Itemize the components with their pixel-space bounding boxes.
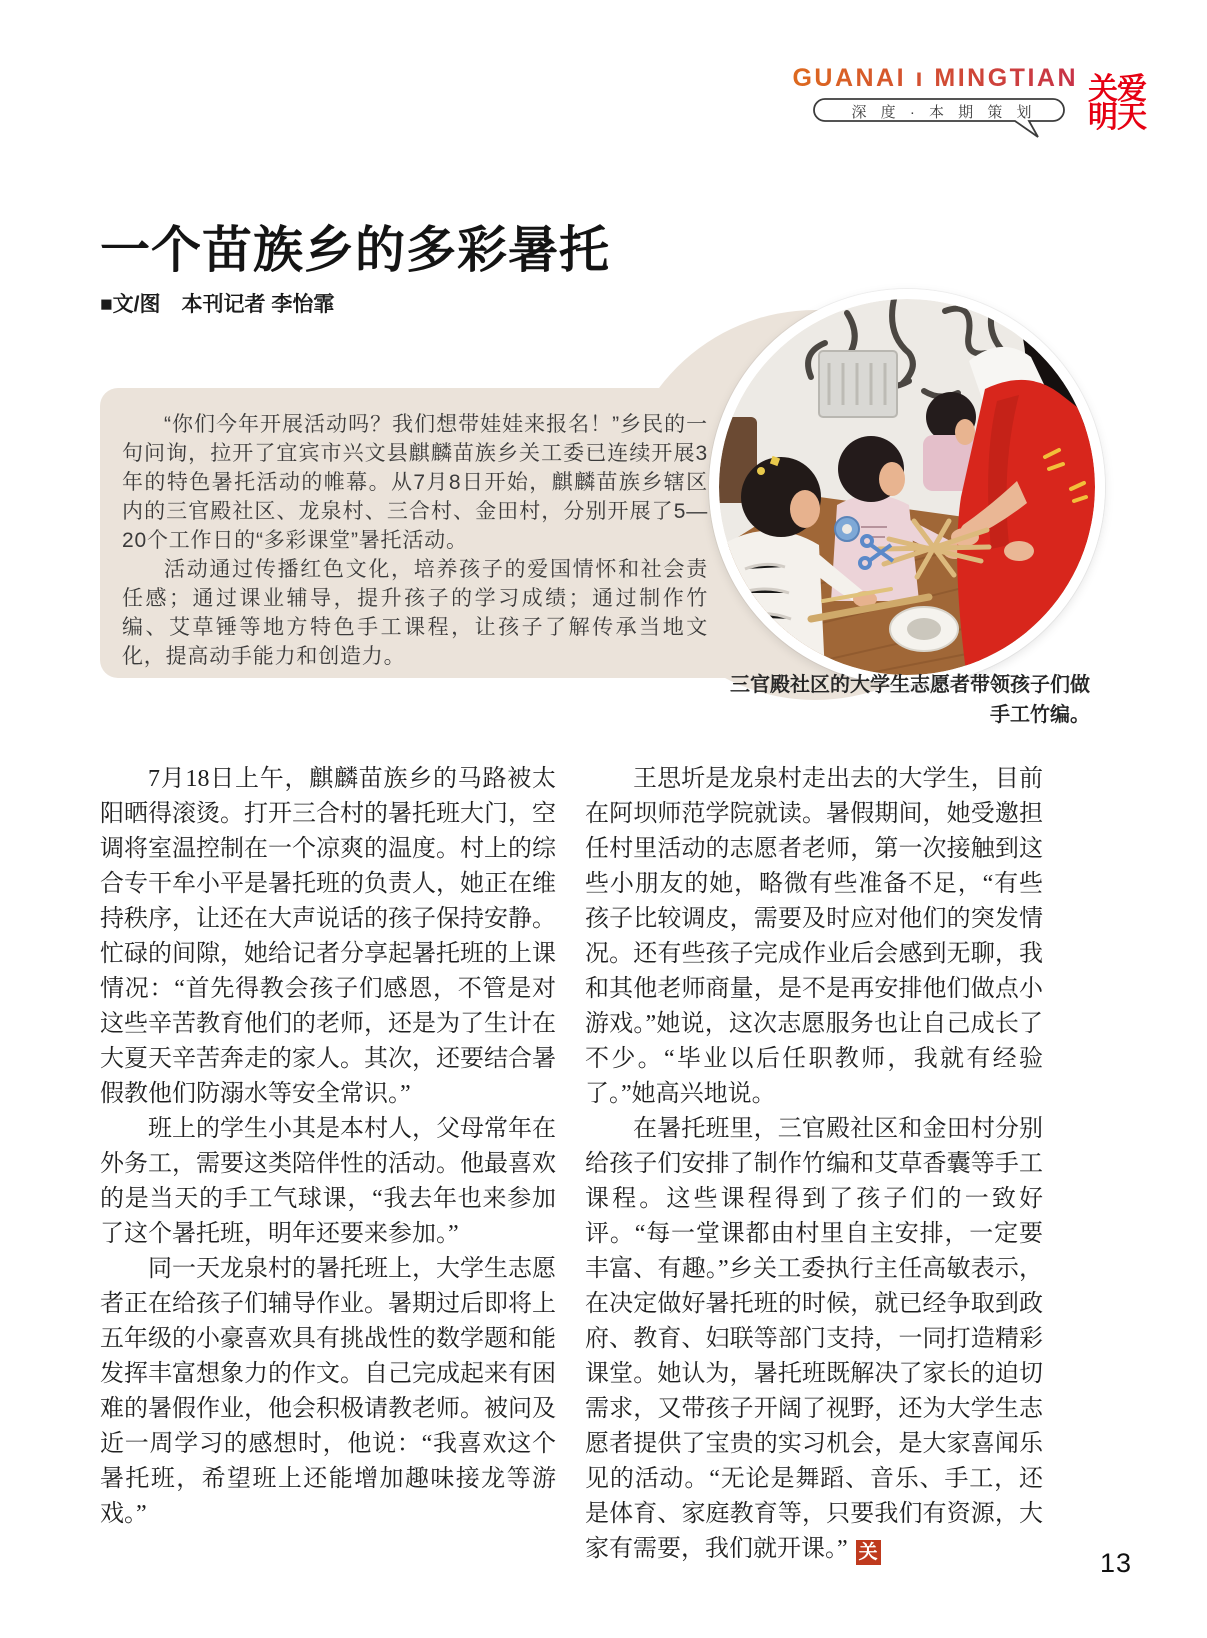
page-number: 13 [1100, 1548, 1133, 1578]
body-paragraph: 王思圻是龙泉村走出去的大学生，目前在阿坝师范学院就读。暑假期间，她受邀担任村里活动的志愿者老师，第一次接触到这些小朋友的她，略微有些准备不足，“有些孩子比较调皮，需要及时应对他们的突发情况。还有些孩子完成作业后会感到无聊，我和其他老师商量，是不是再安排他们做点小游戏。”她说，这次志愿服务也让自己成长了不少。“毕业以后任职教师，我就有经验了。”她高兴地说。 [585, 766, 1043, 1107]
article-photo [709, 289, 1105, 685]
photo-illustration [719, 299, 1095, 675]
hair-clip [757, 467, 765, 475]
body-column-left [100, 762, 556, 1532]
body-paragraph: 班上的学生小其是本村人，父母常年在外务工，需要这类陪伴性的活动。他最喜欢的是当天的手工气球课，“我去年也来参加了这个暑托班，明年还要来参加。” [100, 1116, 556, 1247]
intro-paragraph-2: 活动通过传播红色文化，培养孩子的爱国情怀和社会责任感；通过课业辅导，提升孩子的学习成绩；通过制作竹编、艾草锤等地方特色手工课程，让孩子了解传承当地文化，提高动手能力和创造力。 [122, 558, 708, 668]
masthead-title: GUANAI ı MINGTIAN [778, 64, 1078, 93]
byline: ■文/图 本刊记者 李怡霏 [100, 293, 335, 316]
logo-line-2: 明天 [1088, 101, 1146, 134]
section-label-bubble [812, 97, 1078, 137]
body-column-right [585, 762, 1043, 1567]
body-paragraph: 同一天龙泉村的暑托班上，大学生志愿者正在给孩子们辅导作业。暑期过后即将上五年级的小豪喜欢具有挑战性的数学题和能发挥丰富想象力的作文。自己完成起来有困难的暑假作业，他会积极请教老师。被问及近一周学习的感想时，他说：“我喜欢这个暑托班，希望班上还能增加趣味接龙等游戏。” [100, 1256, 556, 1527]
article-end-mark: 关 [856, 1540, 881, 1565]
intro-paragraph-1: “你们今年开展活动吗？我们想带娃娃来报名！”乡民的一句问询，拉开了宜宾市兴文县麒麟苗族乡关工委已连续开展3年的特色暑托活动的帷幕。从7月8日开始，麒麟苗族乡辖区内的三官殿社区、龙泉村、三合村、金田村，分别开展了5—20个工作日的“多彩课堂”暑托活动。 [122, 413, 708, 552]
intro-box [100, 388, 770, 678]
guanai-mingtian-logo [1088, 73, 1146, 134]
body-paragraph [585, 1112, 1043, 1567]
body-paragraph: 7月18日上午，麒麟苗族乡的马路被太阳晒得滚烫。打开三合村的暑托班大门，空调将室温控制在一个凉爽的温度。村上的综合专干牟小平是暑托班的负责人，她正在维持秩序，让还在大声说话的孩子保持安静。忙碌的间隙，她给记者分享起暑托班的上课情况：“首先得教会孩子们感恩，不管是对这些辛苦教育他们的老师，还是为了生计在大夏天辛苦奔走的家人。其次，还要结合暑假教他们防溺水等安全常识。” [100, 766, 556, 1107]
body-paragraph-text: 在暑托班里，三官殿社区和金田村分别给孩子们安排了制作竹编和艾草香囊等手工课程。这些课程得到了孩子们的一致好评。“每一堂课都由村里自主安排，一定要丰富、有趣。”乡关工委执行主任高敏表示，在决定做好暑托班的时候，就已经争取到政府、教育、妇联等部门支持，一同打造精彩课堂。她认为，暑托班既解决了家长的迫切需求，又带孩子开阔了视野，还为大学生志愿者提供了宝贵的实习机会，是大家喜闻乐见的活动。“无论是舞蹈、音乐、手工，还是体育、家庭教育等，只要我们有资源，大家有需要，我们就开课。” [585, 1116, 1043, 1562]
blue-tape-roll [835, 517, 859, 541]
article-title: 一个苗族乡的多彩暑托 [100, 222, 610, 278]
air-conditioner [819, 351, 897, 417]
masking-tape-roll [890, 607, 958, 651]
section-label: 深 度 · 本 期 策 划 [851, 104, 1037, 121]
logo-line-1: 关爱 [1088, 73, 1146, 106]
photo-caption: 三官殿社区的大学生志愿者带领孩子们做手工竹编。 [730, 674, 1090, 726]
